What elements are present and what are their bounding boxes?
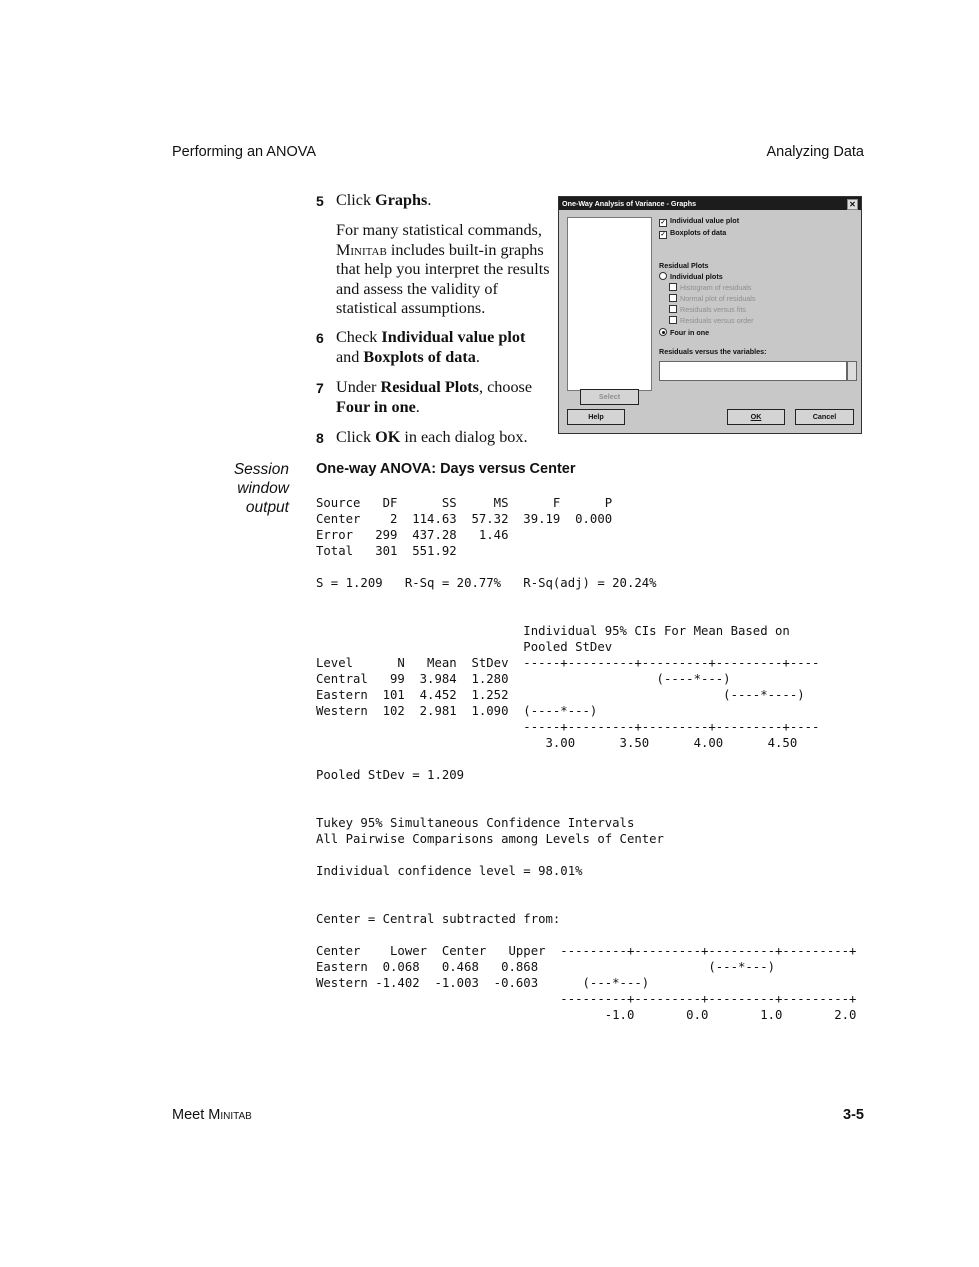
cancel-button[interactable]: Cancel: [795, 409, 854, 425]
checkbox-icon: [669, 294, 677, 302]
note-text: For many statistical commands,: [336, 221, 542, 239]
step-emphasis: Boxplots of data: [363, 347, 476, 366]
checkbox-label: Normal plot of residuals: [680, 294, 756, 303]
step-emphasis: OK: [375, 427, 401, 446]
step-7: [316, 377, 552, 417]
step-5: [316, 190, 552, 211]
individual-plots-radio[interactable]: [659, 272, 723, 281]
normal-plot-checkbox[interactable]: [669, 294, 756, 303]
footer-text: Meet: [172, 1107, 209, 1123]
step-emphasis: Individual value plot: [381, 327, 526, 346]
step-8: [316, 427, 552, 448]
subtracted-heading: Center = Central subtracted from:: [316, 912, 561, 926]
page-number: 3-5: [843, 1107, 864, 1123]
checkbox-icon: [669, 305, 677, 313]
individual-value-plot-checkbox[interactable]: [659, 216, 739, 227]
step-number: 8: [316, 429, 324, 446]
resid-vs-order-checkbox[interactable]: [669, 316, 754, 325]
running-header-right: Analyzing Data: [766, 144, 864, 160]
scrollbar[interactable]: [847, 361, 857, 381]
explanatory-note: [336, 221, 552, 319]
resid-vs-vars-input[interactable]: [659, 361, 847, 381]
confidence-level: Individual confidence level = 98.01%: [316, 864, 583, 878]
dialog-title-bar: [559, 197, 861, 210]
step-number: 6: [316, 329, 324, 346]
help-button[interactable]: Help: [567, 409, 625, 425]
checkbox-label: Boxplots of data: [670, 228, 727, 237]
dialog-title: One-Way Analysis of Variance - Graphs: [562, 199, 697, 208]
checkbox-label: Individual value plot: [670, 216, 740, 225]
resid-vs-fits-checkbox[interactable]: [669, 305, 746, 314]
step-text: and: [336, 347, 364, 366]
radio-icon: [659, 272, 667, 280]
step-emphasis: Residual Plots: [380, 377, 479, 396]
tukey-table: Center Lower Center Upper ---------+---------+---------+---------+ Eastern 0.068 0.468 0.868 (---*---) Western -1.402 -1.003 -0.603 (---*---) ---------+---------+---------+---------+ -1.0 0.0 1.0 2.0: [316, 944, 857, 1022]
step-6: [316, 327, 552, 367]
step-text: Under: [336, 377, 381, 396]
step-text: , choose: [479, 377, 533, 396]
variable-list[interactable]: [567, 217, 652, 391]
checkbox-label: Residuals versus order: [680, 316, 754, 325]
label-line: output: [245, 499, 289, 516]
label-line: Session: [233, 461, 289, 478]
step-number: 5: [316, 193, 324, 209]
running-header-left: Performing an ANOVA: [172, 144, 316, 160]
radio-selected-icon: [659, 328, 667, 336]
radio-label: Individual plots: [670, 272, 723, 281]
footer-left: [172, 1107, 252, 1123]
ok-button[interactable]: OK: [727, 409, 785, 425]
anova-table: Source DF SS MS F P Center 2 114.63 57.32 39.19 0.000 Error 299 437.28 1.46 Total 301 551.92: [316, 496, 613, 558]
pooled-stdev: Pooled StDev = 1.209: [316, 768, 465, 782]
checkbox-checked-icon: ✓: [660, 220, 666, 226]
four-in-one-radio[interactable]: [659, 328, 709, 337]
residual-plots-label: Residual Plots: [659, 261, 709, 270]
app-name: Minitab: [336, 240, 387, 259]
confidence-interval-plot: Individual 95% CIs For Mean Based on Pooled StDev Level N Mean StDev -----+---------+---------+---------+---- Central 99 3.984 1.280 (----*---) Eastern 101 4.452 1.252 (----*----) Western 102 2.981 1.090 (----*---) -----+---------+---------+---------+---- 3.00 3.50 4.00 4.50: [316, 624, 820, 750]
step-text: in each dialog box.: [400, 427, 528, 446]
step-emphasis: Four in one: [336, 397, 416, 416]
radio-label: Four in one: [670, 328, 710, 337]
checkbox-label: Histogram of residuals: [680, 283, 752, 292]
step-text: .: [415, 397, 420, 416]
label-line: window: [237, 480, 289, 497]
checkbox-label: Residuals versus fits: [680, 305, 746, 314]
boxplots-checkbox[interactable]: [659, 228, 726, 239]
checkbox-icon: [669, 316, 677, 324]
session-window-label: [226, 460, 289, 517]
fit-statistics: S = 1.209 R-Sq = 20.77% R-Sq(adj) = 20.24%: [316, 576, 657, 590]
close-icon[interactable]: ✕: [847, 199, 858, 210]
checkbox-icon: [669, 283, 677, 291]
session-output-title: One-way ANOVA: Days versus Center: [316, 461, 576, 477]
step-text: Check: [336, 327, 382, 346]
step-text: .: [475, 347, 480, 366]
graphs-dialog: [558, 196, 862, 434]
step-text: Click: [336, 191, 376, 209]
tukey-heading: Tukey 95% Simultaneous Confidence Intervals All Pairwise Comparisons among Levels of Center: [316, 816, 664, 846]
note-text: includes built-in graphs that help you interpret the results and assess the validity of statistical assumptions.: [336, 240, 550, 317]
select-button[interactable]: Select: [580, 389, 639, 405]
step-emphasis: Graphs: [375, 191, 428, 209]
step-text: Click: [336, 427, 376, 446]
step-list: [316, 190, 552, 458]
app-name: Minitab: [208, 1107, 252, 1123]
step-number: 7: [316, 379, 324, 396]
checkbox-checked-icon: ✓: [660, 232, 666, 238]
histogram-checkbox[interactable]: [669, 283, 752, 292]
resid-vs-vars-label: Residuals versus the variables:: [659, 347, 767, 356]
step-text: .: [427, 191, 432, 209]
